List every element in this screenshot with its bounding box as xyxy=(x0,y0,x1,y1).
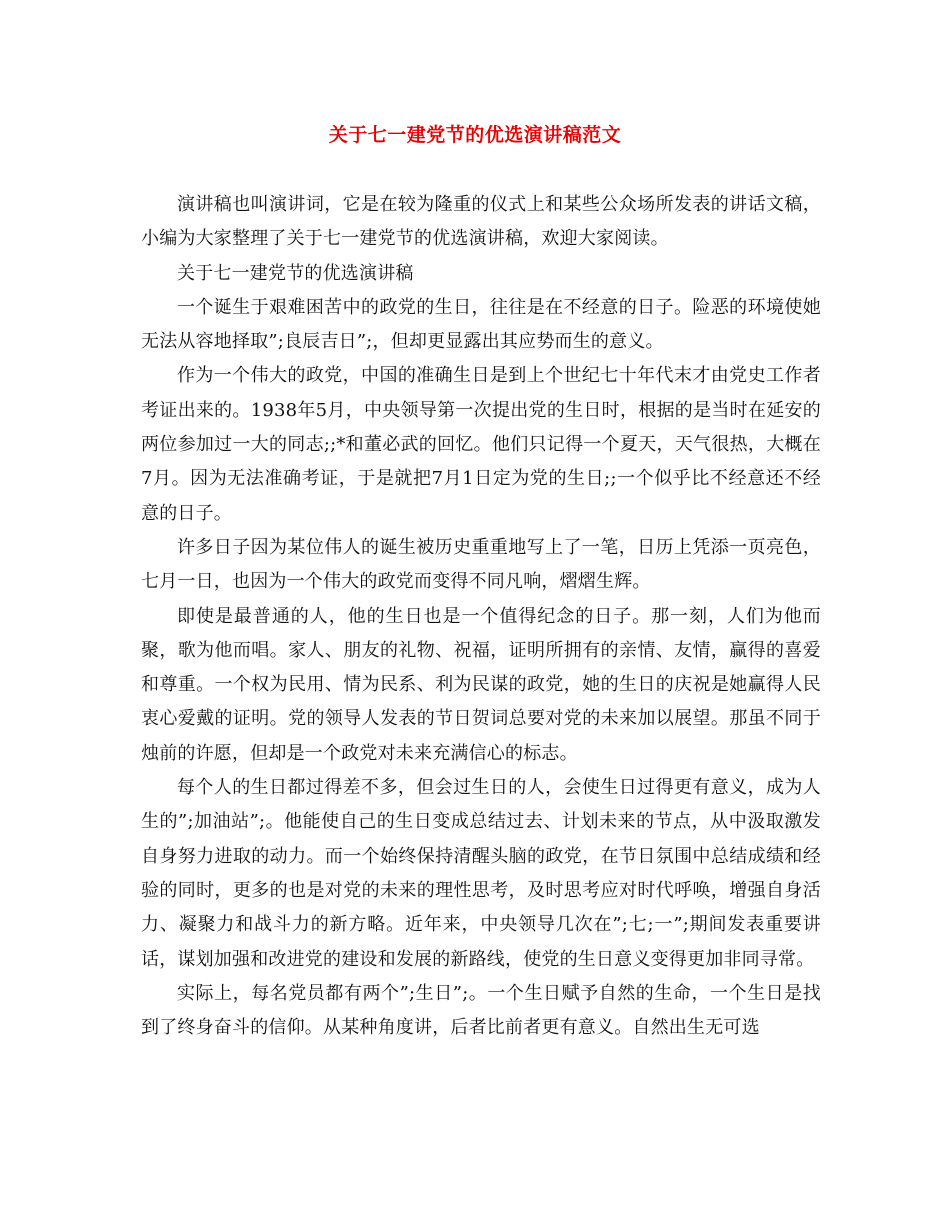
paragraph-intro: 演讲稿也叫演讲词，它是在较为隆重的仪式上和某些公众场所发表的讲话文稿，小编为大家整理了关于七一建党节的优选演讲稿，欢迎大家阅读。 xyxy=(141,194,821,250)
paragraph: 作为一个伟大的政党，中国的准确生日是到上个世纪七十年代末才由党史工作者考证出来的。1938年5月，中央领导第一次提出党的生日时，根据的是当时在延安的两位参加过一大的同志;;*和董必武的回忆。他们只记得一个夏天，天气很热，大概在7月。因为无法准确考证，于是就把7月1日定为党的生日;;一个似乎比不经意还不经意的日子。 xyxy=(141,365,821,524)
paragraph: 每个人的生日都过得差不多，但会过生日的人，会使生日过得更有意义，成为人生的”;加油站”;。他能使自己的生日变成总结过去、计划未来的节点，从中汲取激发自身努力进取的动力。而一个始终保持清醒头脑的政党，在节日氛围中总结成绩和经验的同时，更多的也是对党的未来的理性思考，及时思考应对时代呼唤，增强自身活力、凝聚力和战斗力的新方略。近年来，中央领导几次在”;七;一”;期间发表重要讲话，谋划加强和改进党的建设和发展的新路线，使党的生日意义变得更加非同寻常。 xyxy=(141,777,821,970)
paragraph-subtitle: 关于七一建党节的优选演讲稿 xyxy=(177,262,414,284)
paragraph: 实际上，每名党员都有两个”;生日”;。一个生日赋予自然的生命，一个生日是找到了终身奋斗的信仰。从某种角度讲，后者比前者更有意义。自然出生无可选 xyxy=(141,982,821,1039)
paragraph: 即使是最普通的人，他的生日也是一个值得纪念的日子。那一刻，人们为他而聚，歌为他而唱。家人、朋友的礼物、祝福，证明所拥有的亲情、友情，赢得的喜爱和尊重。一个权为民用、情为民系、利为民谋的政党，她的生日的庆祝是她赢得人民衷心爱戴的证明。党的领导人发表的节日贺词总要对党的未来加以展望。那虽不同于烛前的许愿，但却是一个政党对未来充满信心的标志。 xyxy=(141,605,821,764)
document-title: 关于七一建党节的优选演讲稿范文 xyxy=(328,124,622,146)
document-body xyxy=(141,188,821,1045)
paragraph: 一个诞生于艰难困苦中的政党的生日，往往是在不经意的日子。险恶的环境使她无法从容地择取”;良辰吉日”;，但却更显露出其应势而生的意义。 xyxy=(141,296,821,353)
paragraph: 许多日子因为某位伟人的诞生被历史重重地写上了一笔，日历上凭添一页亮色，七月一日，也因为一个伟大的政党而变得不同凡响，熠熠生辉。 xyxy=(141,536,821,593)
